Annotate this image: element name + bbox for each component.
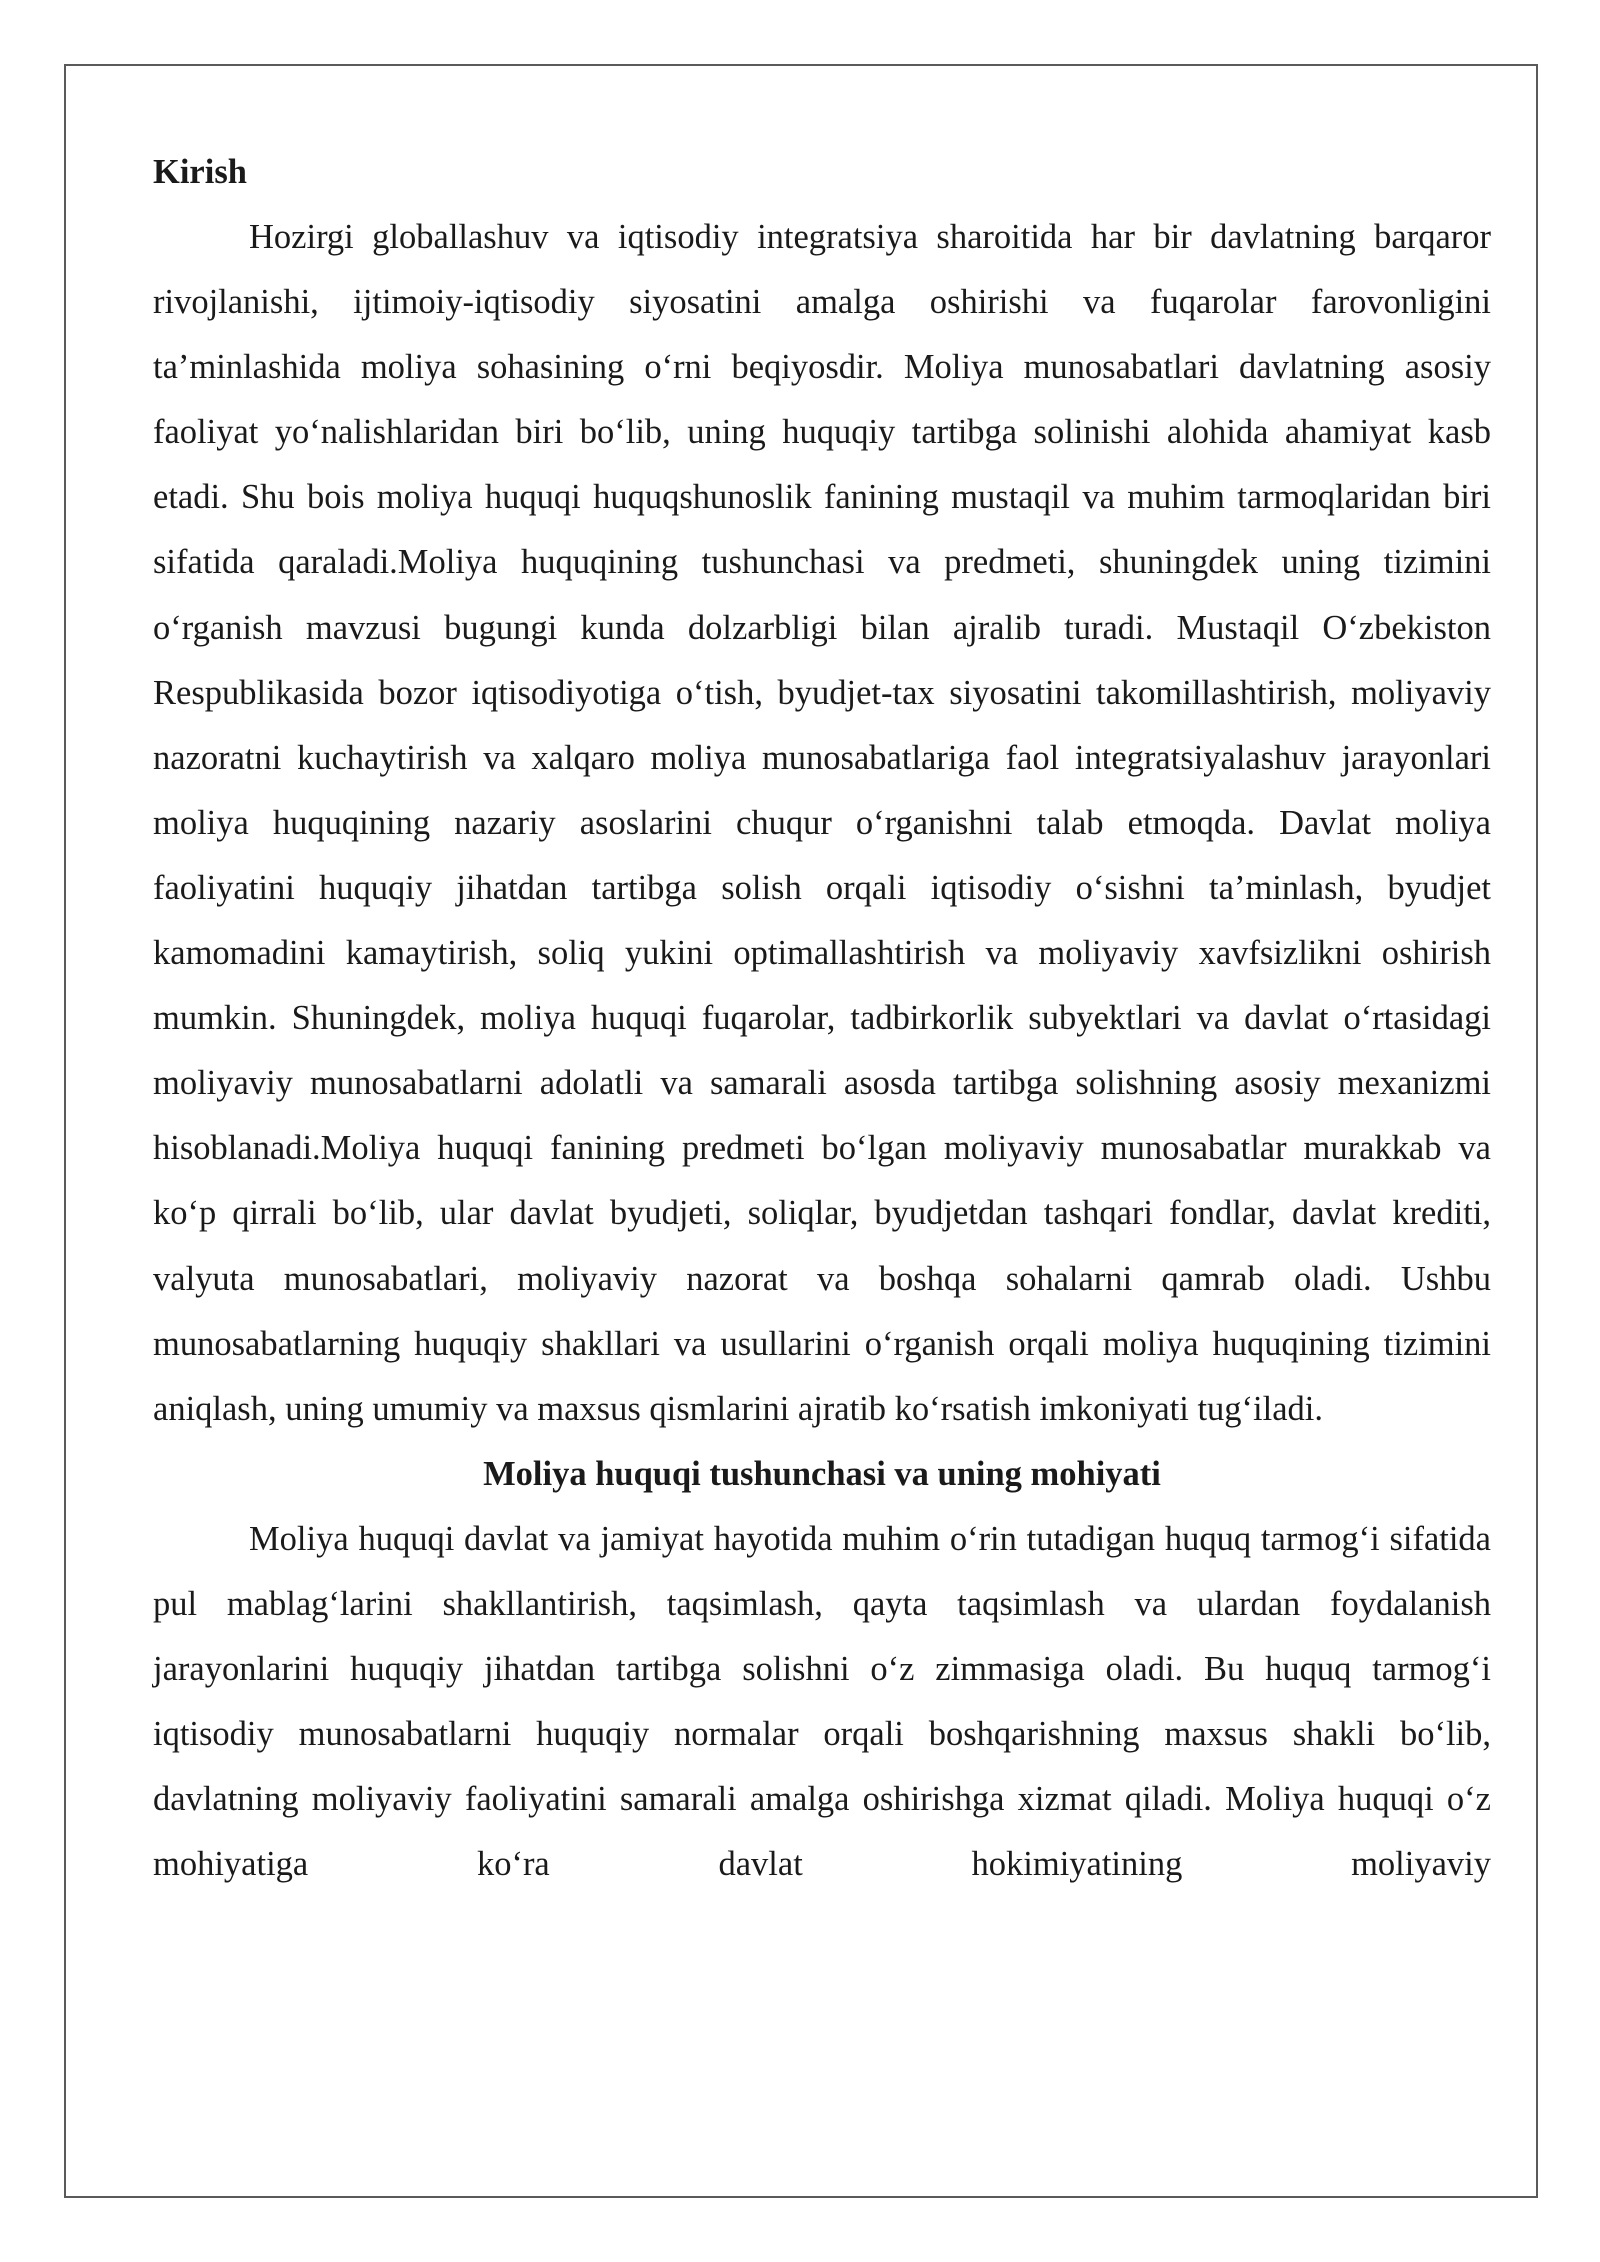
section-heading: Moliya huquqi tushunchasi va uning mohiyati (483, 1454, 1161, 1493)
intro-heading: Kirish (153, 153, 247, 191)
document-body (153, 140, 1491, 1897)
section-paragraph: Moliya huquqi davlat va jamiyat hayotida muhim o‘rin tutadigan huquq tarmog‘i sifatida pul mablag‘larini shakllantirish, taqsimlash, qayta taqsimlash va ulardan foydalanish jarayonlarini huquqiy jihatdan tartibga solishni o‘z zimmasiga oladi. Bu huquq tarmog‘i iqtisodiy munosabatlarni huquqiy normalar orqali boshqarishning maxsus shakli bo‘lib, davlatning moliyaviy faoliyatini samarali amalga oshirishga xizmat qiladi. Moliya huquqi o‘z mohiyatiga ko‘ra davlat hokimiyatining moliyaviy (153, 1519, 1491, 1884)
intro-paragraph: Hozirgi globallashuv va iqtisodiy integratsiya sharoitida har bir davlatning barqaror rivojlanishi, ijtimoiy-iqtisodiy siyosatini amalga oshirishi va fuqarolar farovonligini ta’minlashida moliya sohasining o‘rni beqiyosdir. Moliya munosabatlari davlatning asosiy faoliyat yo‘nalishlaridan biri bo‘lib, uning huquqiy tartibga solinishi alohida ahamiyat kasb etadi. Shu bois moliya huquqi huquqshunoslik fanining mustaqil va muhim tarmoqlaridan biri sifatida qaraladi.Moliya huquqining tushunchasi va predmeti, shuningdek uning tizimini o‘rganish mavzusi bugungi kunda dolzarbligi bilan ajralib turadi. Mustaqil O‘zbekiston Respublikasida bozor iqtisodiyotiga o‘tish, byudjet-tax siyosatini takomillashtirish, moliyaviy nazoratni kuchaytirish va xalqaro moliya munosabatlariga faol integratsiyalashuv jarayonlari moliya huquqining nazariy asoslarini chuqur o‘rganishni talab etmoqda. Davlat moliya faoliyatini huquqiy jihatdan tartibga solish orqali iqtisodiy o‘sishni ta’minlash, byudjet kamomadini kamaytirish, soliq yukini optimallashtirish va moliyaviy xavfsizlikni oshirish mumkin. Shuningdek, moliya huquqi fuqarolar, tadbirkorlik subyektlari va davlat o‘rtasidagi moliyaviy munosabatlarni adolatli va samarali asosda tartibga solishning asosiy mexanizmi hisoblanadi.Moliya huquqi fanining predmeti bo‘lgan moliyaviy munosabatlar murakkab va ko‘p qirrali bo‘lib, ular davlat byudjeti, soliqlar, byudjetdan tashqari fondlar, davlat krediti, valyuta munosabatlari, moliyaviy nazorat va boshqa sohalarni qamrab oladi. Ushbu munosabatlarning huquqiy shakllari va usullarini o‘rganish orqali moliya huquqining tizimini aniqlash, uning umumiy va maxsus qismlarini ajratib ko‘rsatish imkoniyati tug‘iladi. (153, 218, 1491, 1428)
